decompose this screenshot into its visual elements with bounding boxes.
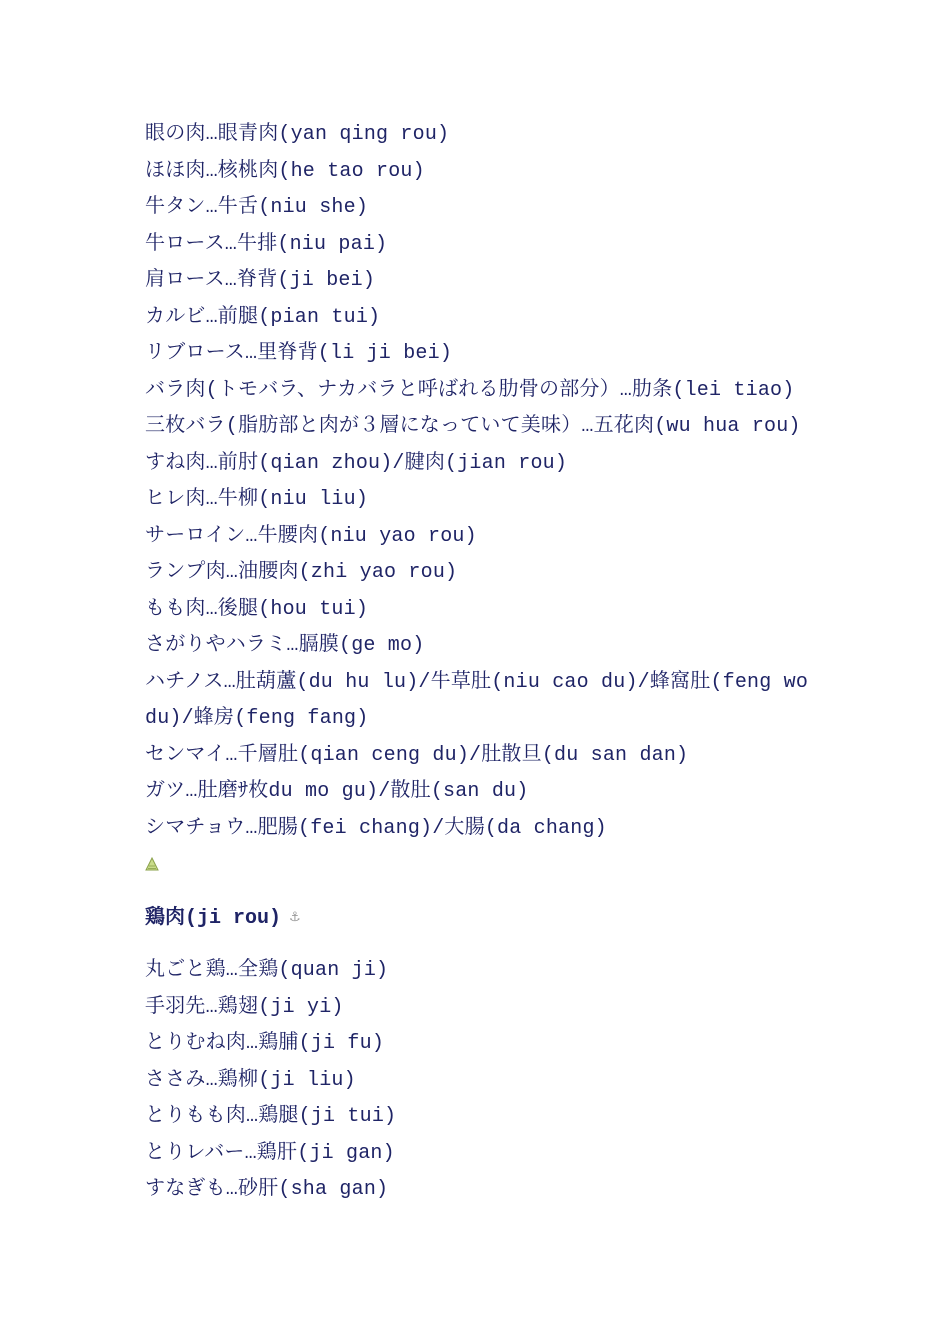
list-item: サーロイン…牛腰肉(niu yao rou) xyxy=(145,524,477,548)
list-item: センマイ…千層肚(qian ceng du)/肚散旦(du san dan) xyxy=(145,743,689,767)
list-item: シマチョウ…肥腸(fei chang)/大腸(da chang) xyxy=(145,816,607,840)
list-item: リブロース…里脊背(li ji bei) xyxy=(145,342,453,365)
list-item: とりむね肉…鶏脯(ji fu) xyxy=(145,1032,385,1055)
list-item: バラ肉(トモバラ、ナカバラと呼ばれる肋骨の部分）…肋条(lei tiao) xyxy=(145,378,795,402)
document-body xyxy=(145,117,825,1209)
list-item: ハチノス…肚葫蘆(du hu lu)/牛草肚(niu cao du)/蜂窩肚(feng wo du)/蜂房(feng fang) xyxy=(145,670,809,730)
beef-parts-list xyxy=(145,117,825,847)
list-item: ヒレ肉…牛柳(niu liu) xyxy=(145,488,369,511)
list-item: すね肉…前肘(qian zhou)/腱肉(jian rou) xyxy=(145,451,568,475)
list-item: もも肉…後腿(hou tui) xyxy=(145,597,369,621)
list-item: ランプ肉…油腰肉(zhi yao rou) xyxy=(145,561,458,584)
list-item: カルビ…前腿(pian tui) xyxy=(145,305,381,329)
list-item: 牛タン…牛舌(niu she) xyxy=(145,196,369,219)
list-item: ガツ…肚磨ｻ枚du mo gu)/散肚(san du) xyxy=(145,780,529,803)
list-item: 肩ロース…脊背(ji bei) xyxy=(145,269,376,292)
list-item: ほほ肉…核桃肉(he tao rou) xyxy=(145,159,425,183)
section-heading-text: 鶏肉(ji rou) xyxy=(145,907,282,930)
list-item: 丸ごと鶏…全鶏(quan ji) xyxy=(145,959,389,982)
list-item: 牛ロース…牛排(niu pai) xyxy=(145,232,388,256)
section-heading xyxy=(145,900,825,937)
list-item: 三枚バラ(脂肪部と肉が３層になっていて美味）…五花肉(wu hua rou) xyxy=(145,415,801,438)
list-item: すなぎも…砂肝(sha gan) xyxy=(145,1178,389,1201)
list-item: ささみ…鶏柳(ji liu) xyxy=(145,1068,356,1092)
anchor-icon[interactable]: ⚓ xyxy=(289,910,301,925)
list-item: とりもも肉…鶏腿(ji tui) xyxy=(145,1105,397,1128)
triangle-up-icon[interactable] xyxy=(145,857,159,871)
list-item: 眼の肉…眼青肉(yan qing rou) xyxy=(145,123,450,146)
chicken-parts-list xyxy=(145,953,825,1209)
list-item: さがりやハラミ…膈膜(ge mo) xyxy=(145,634,425,657)
list-item: とりレバー…鶏肝(ji gan) xyxy=(145,1141,395,1165)
list-item: 手羽先…鶏翅(ji yi) xyxy=(145,995,344,1019)
